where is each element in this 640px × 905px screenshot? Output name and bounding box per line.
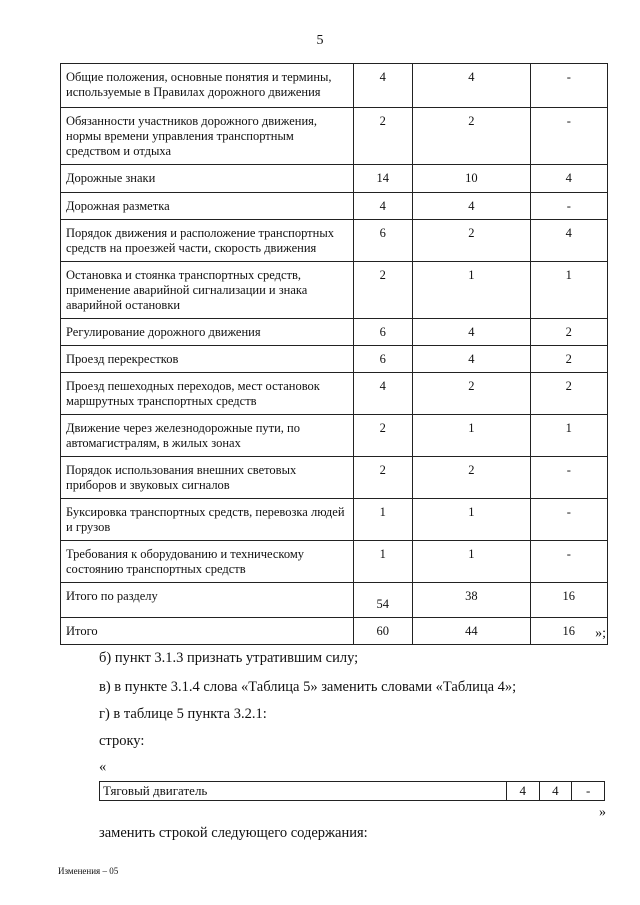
value-cell-2: 1 [413,262,531,319]
value-cell-2: 2 [413,373,531,415]
value-cell-1: 6 [353,319,413,346]
value-cell-2: 1 [413,415,531,457]
value-cell-2: 4 [413,319,531,346]
value-cell-2: 2 [413,108,531,165]
row-name-cell: Регулирование дорожного движения [61,319,354,346]
value-cell-1: 1 [353,541,413,583]
page-number: 5 [316,33,324,48]
paragraph-g: г) в таблице 5 пункта 3.2.1: [99,706,267,722]
value-cell-2: 4 [413,64,531,108]
row-name-cell: Проезд пешеходных переходов, мест остановок маршрутных транспортных средств [61,373,354,415]
opening-quote: « [99,759,107,775]
table-row [61,193,608,220]
table-row [61,415,608,457]
closing-quote-2: » [599,805,606,820]
value-cell-2: 38 [413,583,531,618]
value-cell-3: - [530,457,607,499]
row-name-cell: Проезд перекрестков [61,346,354,373]
value-cell-2: 1 [413,541,531,583]
value-cell-2: 2 [413,220,531,262]
table-row [61,220,608,262]
value-cell-2: 4 [413,193,531,220]
table-row [61,618,608,645]
value-cell-1: 14 [353,165,413,193]
table-row [61,499,608,541]
row-name-cell: Дорожная разметка [61,193,354,220]
value-cell-3: 2 [530,319,607,346]
value-cell-3: 4 [530,220,607,262]
value-cell-3: - [530,541,607,583]
table-row [61,165,608,193]
table-row [61,583,608,618]
value-cell-3: - [530,64,607,108]
value-cell-3: 16 [530,618,607,645]
value-cell-1: 2 [353,108,413,165]
paragraph-b: б) пункт 3.1.3 признать утратившим силу; [99,650,359,666]
row-name-cell: Порядок использования внешних световых приборов и звуковых сигналов [61,457,354,499]
row-table-v3: - [572,782,605,801]
value-cell-2: 4 [413,346,531,373]
value-cell-1: 4 [353,64,413,108]
value-cell-1: 6 [353,220,413,262]
value-cell-1: 4 [353,193,413,220]
value-cell-2: 10 [413,165,531,193]
value-cell-1: 6 [353,346,413,373]
value-cell-1: 60 [353,618,413,645]
row-name-cell: Обязанности участников дорожного движения, нормы времени управления транспортным средством и отдыха [61,108,354,165]
value-cell-2: 44 [413,618,531,645]
value-cell-3: - [530,108,607,165]
row-name-cell: Требования к оборудованию и техническому состоянию транспортных средств [61,541,354,583]
table-row [61,108,608,165]
value-cell-1: 2 [353,457,413,499]
value-cell-3: 1 [530,262,607,319]
value-cell-3: 2 [530,346,607,373]
row-name-cell: Порядок движения и расположение транспортных средств на проезжей части, скорость движения [61,220,354,262]
value-cell-1: 54 [353,583,413,618]
row-table-v2: 4 [539,782,572,801]
row-name-cell: Движение через железнодорожные пути, по автомагистралям, в жилых зонах [61,415,354,457]
value-cell-3: 1 [530,415,607,457]
value-cell-1: 1 [353,499,413,541]
table-row [61,373,608,415]
row-name-cell: Остановка и стоянка транспортных средств, применение аварийной сигнализации и знака аварийной остановки [61,262,354,319]
paragraph-v: в) в пункте 3.1.4 слова «Таблица 5» заменить словами «Таблица 4»; [99,679,517,695]
row-name-cell: Общие положения, основные понятия и термины, используемые в Правилах дорожного движения [61,64,354,108]
paragraph-row: строку: [99,733,145,749]
row-table-v1: 4 [506,782,539,801]
table-row [61,64,608,108]
row-table-row [100,782,605,801]
table-row [61,541,608,583]
value-cell-1: 2 [353,415,413,457]
row-name-cell: Буксировка транспортных средств, перевозка людей и грузов [61,499,354,541]
value-cell-1: 2 [353,262,413,319]
footer-note: Изменения – 05 [58,866,119,876]
hours-table-body [61,64,608,645]
row-name-cell: Итого [61,618,354,645]
value-cell-2: 2 [413,457,531,499]
hours-table [60,63,608,645]
value-cell-3: 16 [530,583,607,618]
closing-quote: »; [595,626,606,641]
row-table [99,781,605,801]
table-row [61,262,608,319]
table-row [61,457,608,499]
value-cell-3: - [530,193,607,220]
row-table-name: Тяговый двигатель [100,782,507,801]
row-name-cell: Итого по разделу [61,583,354,618]
row-name-cell: Дорожные знаки [61,165,354,193]
value-cell-3: 4 [530,165,607,193]
paragraph-replace: заменить строкой следующего содержания: [99,825,368,841]
table-row [61,346,608,373]
value-cell-2: 1 [413,499,531,541]
value-cell-1: 4 [353,373,413,415]
value-cell-3: 2 [530,373,607,415]
table-row [61,319,608,346]
value-cell-3: - [530,499,607,541]
